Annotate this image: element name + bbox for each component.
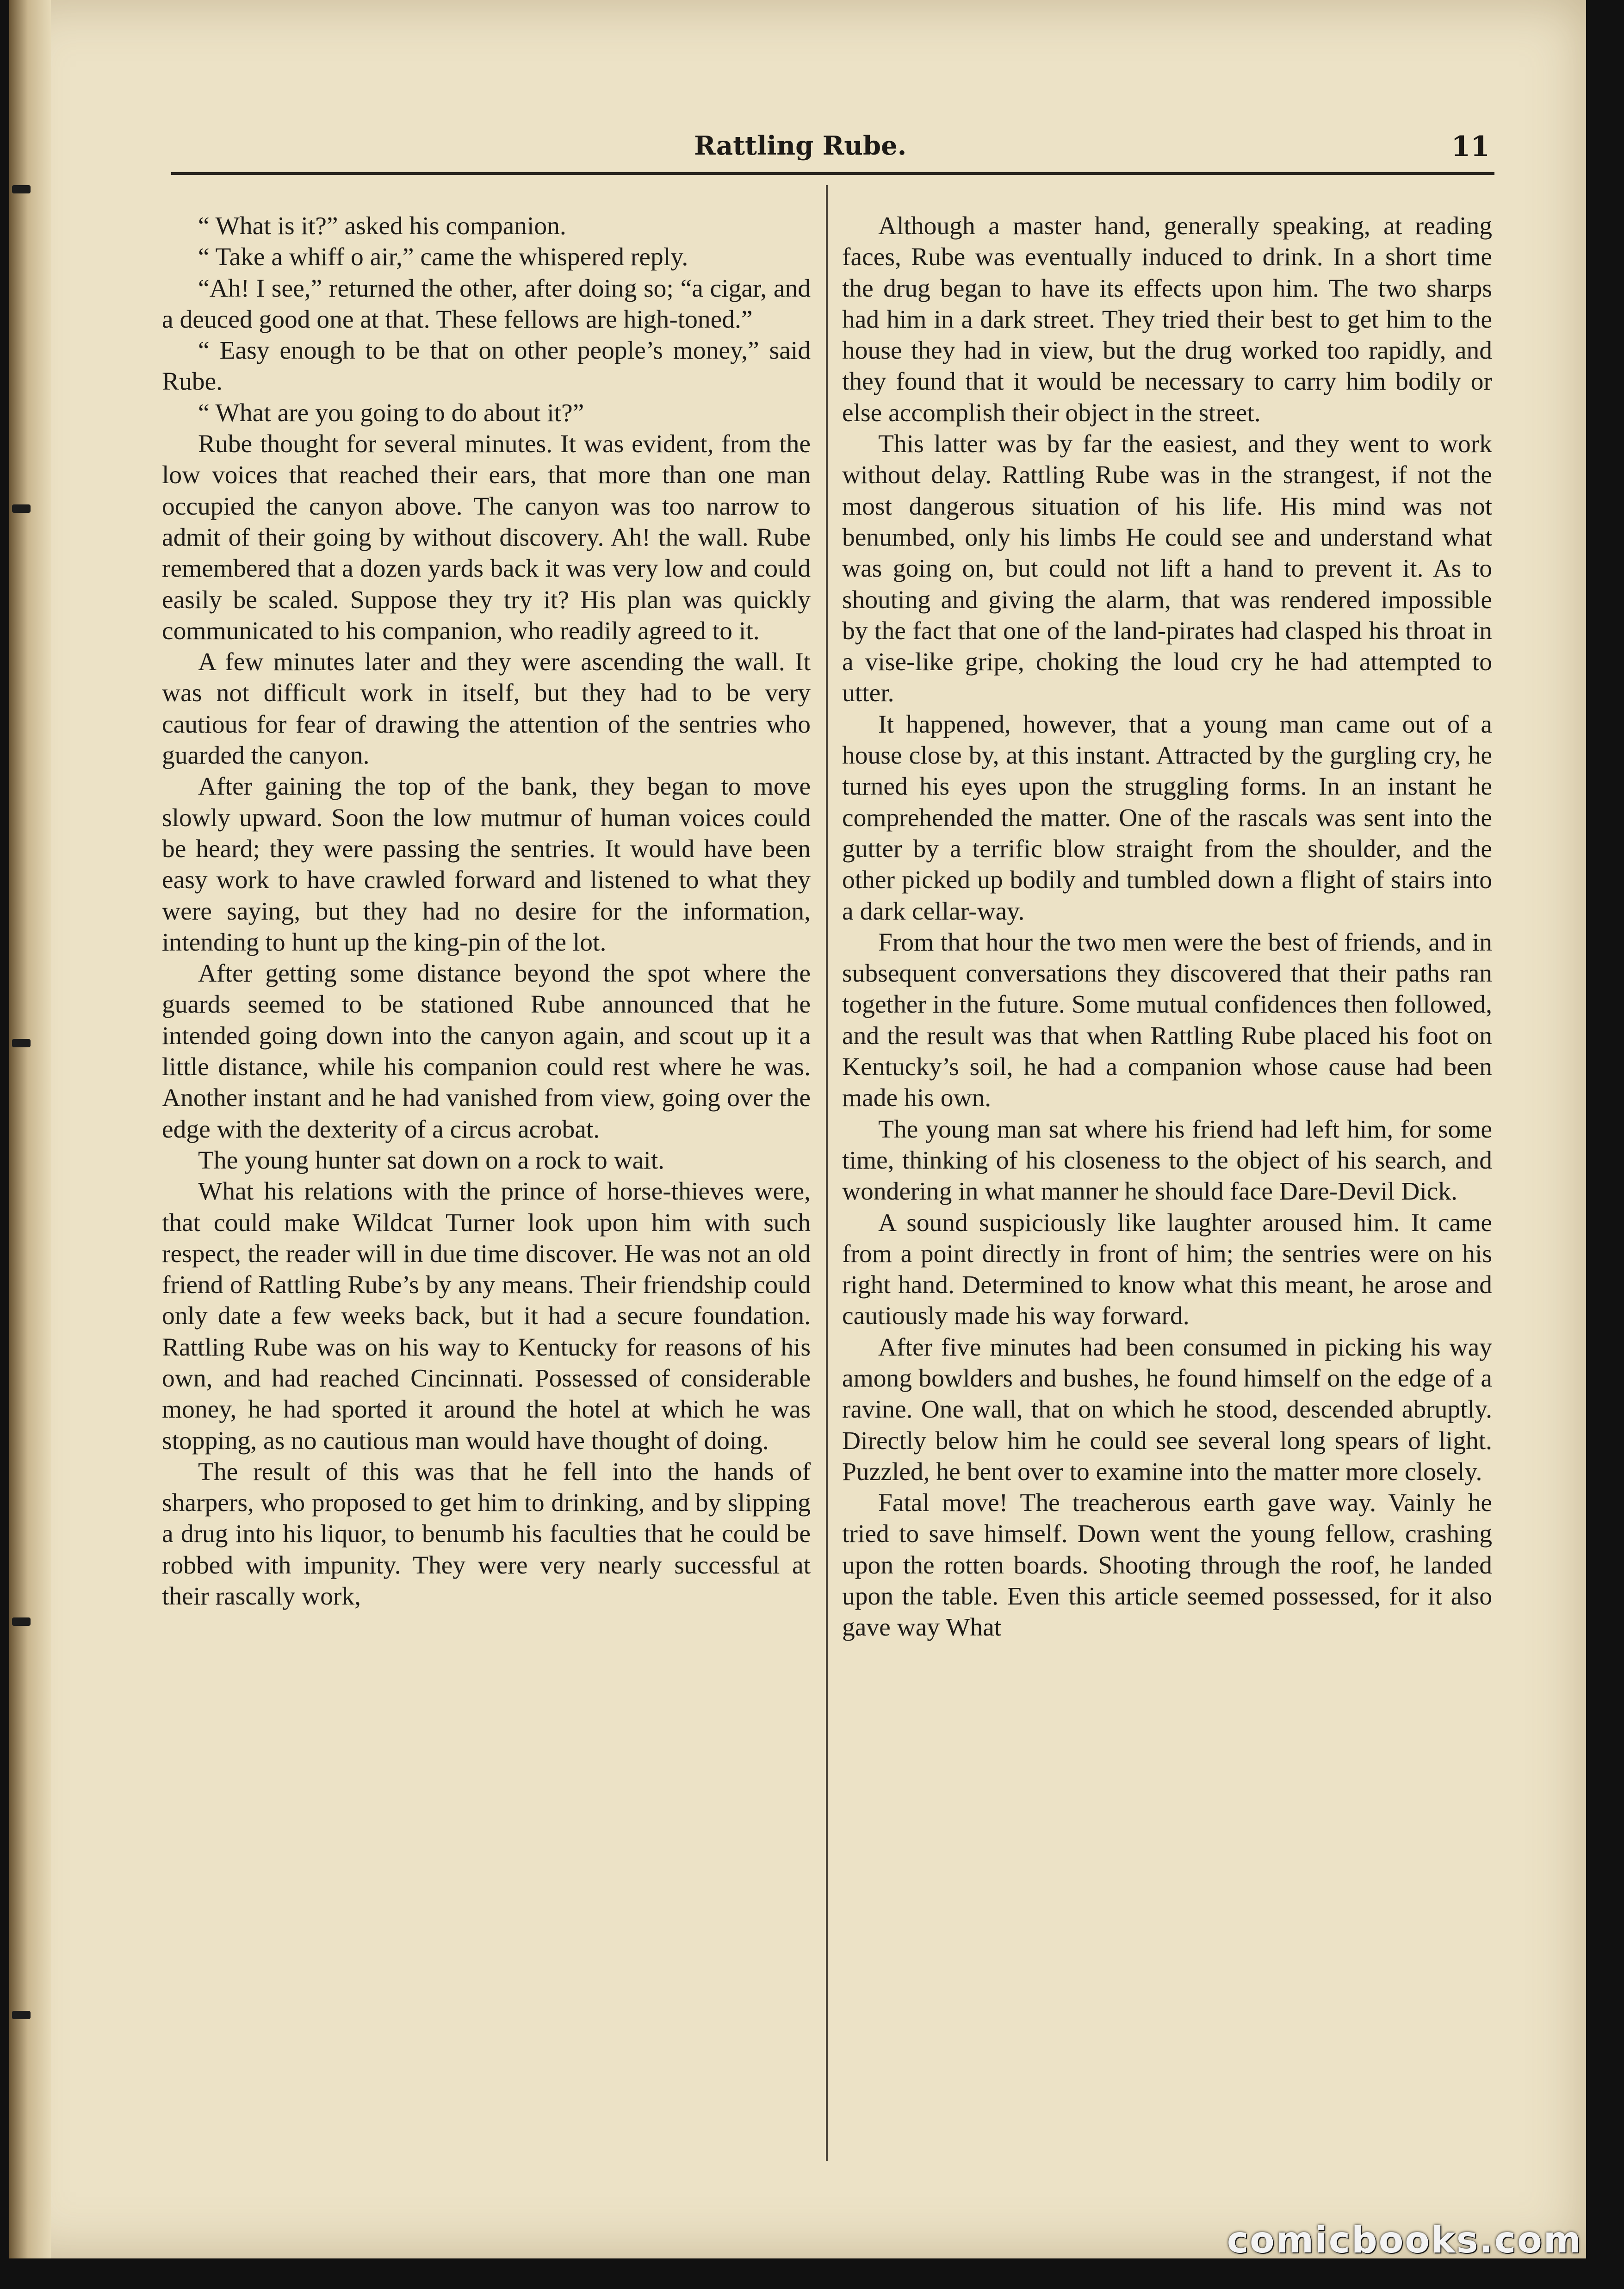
binding-staple <box>12 1039 31 1047</box>
book-page <box>9 0 1586 2258</box>
paragraph: Fatal move! The treacherous earth gave way. Vainly he tried to save himself. Down went the young fellow, crashing upon the rotten boards. Shooting through the roof, he landed upon the table. Even this article seemed possessed, for it also gave way What <box>842 1489 1492 1642</box>
paragraph: A sound suspiciously like laughter aroused him. It came from a point directly in front of him; the sentries were on his right hand. Determined to know what this meant, he arose and cautiously made his way forward. <box>842 1208 1492 1331</box>
paragraph: Although a master hand, generally speaking, at reading faces, Rube was eventually induced to drink. In a short time the drug began to have its effects upon him. The two sharps had him in a dark street. They tried their best to get him to the house they had in view, but the drug worked too rapidly, and they found that it would be necessary to carry him bodily or else accomplish their object in the street. <box>842 212 1492 427</box>
paragraph: It happened, however, that a young man came out of a house close by, at this instant. Attracted by the gurgling cry, he turned his eyes upon the struggling forms. In an instant he comprehended the matter. One of the rascals was sent into the gutter by a terrific blow straight from the shoulder, and the other picked up bodily and tumbled down a flight of stairs into a dark cellar-way. <box>842 710 1492 926</box>
paragraph: The young man sat where his friend had left him, for some time, thinking of his closeness to the object of his search, and wondering in what manner he should face Dare-Devil Dick. <box>842 1115 1492 1206</box>
paragraph: After gaining the top of the bank, they began to move slowly upward. Soon the low mutmur of human voices could be heard; they were passing the sentries. It would have been easy work to have crawled forward and listened to what they were saying, but they had no desire for the information, intending to hunt up the king-pin of the lot. <box>162 772 811 957</box>
paragraph: “ Take a whiff o air,” came the whispered reply. <box>198 243 688 272</box>
binding-staple <box>12 504 31 513</box>
column-divider <box>826 185 828 2161</box>
page-spine <box>9 0 51 2258</box>
binding-staple <box>12 1617 31 1626</box>
site-watermark: comicbooks.com <box>1227 2220 1582 2261</box>
paragraph: “Ah! I see,” returned the other, after doing so; “a cigar, and a deuced good one at that. These fellows are high-toned.” <box>162 274 811 334</box>
paragraph: “ Easy enough to be that on other people’s money,” said Rube. <box>162 336 811 396</box>
paragraph: After five minutes had been consumed in picking his way among bowlders and bushes, he found himself on the edge of a ravine. One wall, that on which he stood, descended abruptly. Directly below him he could see several long spears of light. Puzzled, he bent over to examine into the matter more closely. <box>842 1333 1492 1486</box>
paragraph: What his relations with the prince of horse-thieves were, that could make Wildcat Turner look upon him with such respect, the reader will in due time discover. He was not an old friend of Rattling Rube’s by any means. Their friendship could only date a few weeks back, but it had a secure foundation. Rattling Rube was on his way to Kentucky for reasons of his own, and had reached Cincinnati. Possessed of considerable money, he had sported it around the hotel at which he was stopping, as no cautious man would have thought of doing. <box>162 1177 811 1455</box>
paragraph: “ What are you going to do about it?” <box>198 398 584 427</box>
paragraph: The young hunter sat down on a rock to wait. <box>198 1146 665 1175</box>
binding-staple <box>12 2011 31 2019</box>
running-title: Rattling Rube. <box>694 131 907 161</box>
paragraph: A few minutes later and they were ascending the wall. It was not difficult work in itself, but they had to be very cautious for fear of drawing the attention of the sentries who guarded the canyon. <box>162 648 811 770</box>
paragraph: “ What is it?” asked his companion. <box>198 212 566 240</box>
right-column <box>842 211 1492 1643</box>
paragraph: After getting some distance beyond the spot where the guards seemed to be stationed Rube announced that he intended going down into the canyon again, and scout up it a little distance, while his companion could rest where he was. Another instant and he had vanished from view, going over the edge with the dexterity of a circus acrobat. <box>162 959 811 1144</box>
paragraph: The result of this was that he fell into the hands of sharpers, who proposed to get him to drinking, and by slipping a drug into his liquor, to benumb his faculties that he could be robbed with impunity. They were very nearly successful at their rascally work, <box>162 1457 811 1611</box>
paragraph: This latter was by far the easiest, and they went to work without delay. Rattling Rube was in the strangest, if not the most dangerous situation of his life. His mind was not benumbed, only his limbs He could see and understand what was going on, but could not lift a hand to prevent it. As to shouting and giving the alarm, that was rendered impossible by the fact that one of the land-pirates had clasped his throat in a vise-like gripe, choking the loud cry he had attempted to utter. <box>842 430 1492 708</box>
running-header <box>171 131 1494 175</box>
paragraph: Rube thought for several minutes. It was evident, from the low voices that reached their ears, that more than one man occupied the canyon above. The canyon was too narrow to admit of their going by without discovery. Ah! the wall. Rube remembered that a dozen yards back it was very low and could easily be scaled. Suppose they try it? His plan was quickly communicated to his companion, who readily agreed to it. <box>162 430 811 645</box>
binding-staple <box>12 185 31 193</box>
left-column <box>162 211 811 1612</box>
page-number: 11 <box>1451 131 1490 163</box>
paragraph: From that hour the two men were the best of friends, and in subsequent conversations they discovered that their paths ran together in the future. Some mutual confidences then followed, and the result was that when Rattling Rube placed his foot on Kentucky’s soil, he had a companion whose cause had been made his own. <box>842 928 1492 1113</box>
